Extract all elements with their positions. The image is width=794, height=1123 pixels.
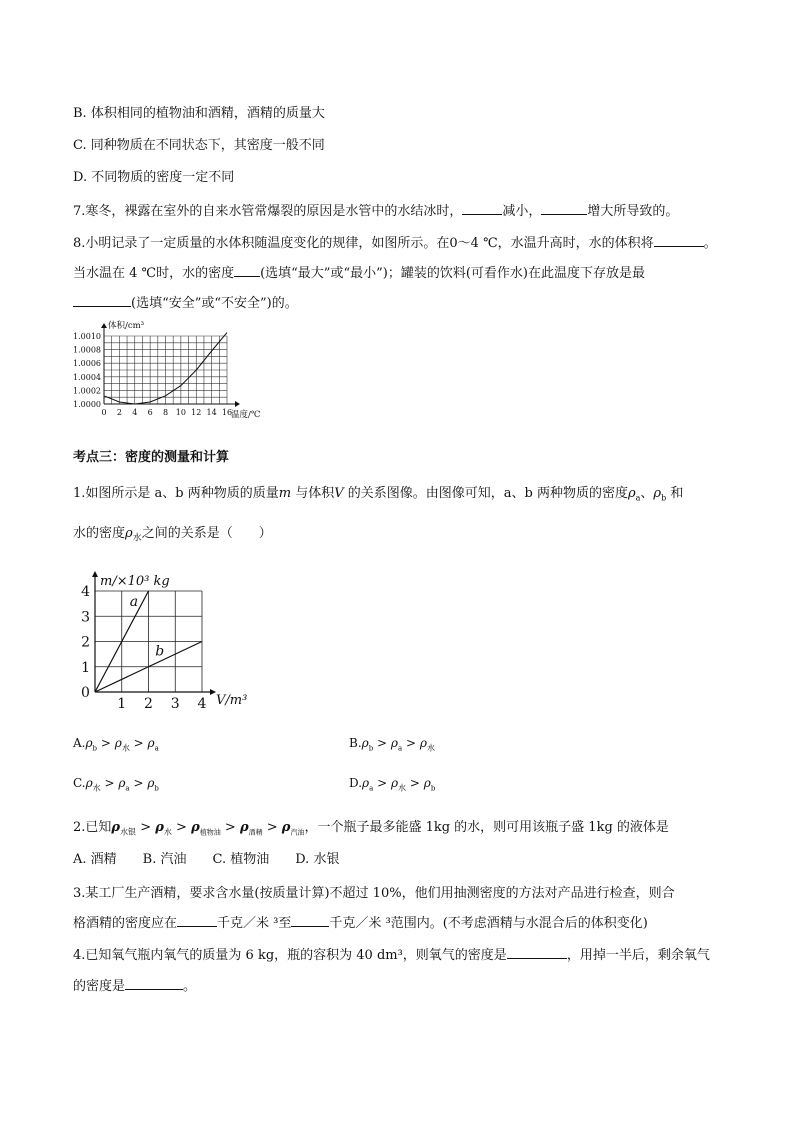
p4-blank-1[interactable] — [507, 944, 567, 959]
gt-symbol: > — [377, 736, 388, 750]
question-8-line-3 — [73, 292, 298, 314]
rho-sub-a: a — [635, 493, 641, 503]
gt-symbol: > — [176, 820, 187, 835]
gt-symbol: > — [133, 736, 144, 750]
rho-symbol: ρ — [390, 736, 398, 750]
x-tick-label: 16 — [221, 408, 233, 417]
rho-symbol: ρ — [653, 486, 662, 501]
gt-symbol: > — [133, 776, 144, 790]
q8-blank-1[interactable] — [654, 232, 704, 247]
gt-symbol: > — [266, 820, 278, 835]
y-tick-label: 1 — [81, 659, 90, 676]
rho-sub-water: 水 — [132, 533, 142, 544]
choice-a-letter: A. — [73, 736, 86, 750]
q8-text-1: 8.小明记录了一定质量的水体积随温度变化的规律，如图所示。在0～4 ℃，水温升高时，水的体积将 — [73, 236, 654, 251]
rho-symbol: ρ — [281, 820, 291, 835]
option-c-line: C. 同种物质在不同状态下，其密度一般不同 — [73, 138, 325, 153]
gt-symbol: > — [377, 776, 388, 790]
gt-symbol: > — [140, 820, 152, 835]
rho-symbol: ρ — [147, 776, 155, 790]
rho-sub-b: b — [368, 744, 374, 753]
p1-text-2: 与体积 — [291, 486, 335, 501]
problem-2-line-1 — [73, 818, 669, 843]
series-label-a: a — [129, 594, 139, 611]
y-tick-label: 1.0004 — [73, 372, 101, 382]
p4-text-2: ，用掉一半后，剩余氧气 — [566, 948, 710, 963]
x-tick-label: 10 — [175, 408, 186, 417]
x-tick-label: 8 — [162, 408, 169, 417]
section-3-heading: 考点三：密度的测量和计算 — [73, 450, 230, 465]
x-tick-label: 2 — [116, 408, 122, 417]
rho-symbol: ρ — [155, 820, 164, 835]
x-tick-label: 4 — [197, 696, 207, 712]
rho-symbol: ρ — [191, 820, 200, 835]
q7-text-1: 7.寒冬，裸露在室外的自来水管常爆裂的原因是水管中的水结冰时， — [73, 204, 463, 219]
rho-sub-b: b — [430, 784, 436, 793]
choice-c[interactable] — [73, 776, 159, 793]
x-tick-label: 2 — [144, 696, 153, 712]
rho-sub-b: b — [154, 784, 159, 793]
rho-sub-a: a — [397, 744, 403, 753]
rho-symbol: ρ — [390, 776, 399, 790]
x-tick-label: 1 — [117, 696, 127, 712]
x-tick-label: 4 — [132, 408, 138, 417]
q8-text-4: (选填“最大”或“最小”)；罐装的饮料(可看作水)在此温度下存放是最 — [260, 266, 645, 281]
rho-sub-oil: 植物油 — [199, 828, 221, 837]
p4-text-1: 4.已知氧气瓶内氧气的质量为 6 kg，瓶的容积为 40 dm³，则氧气的密度是 — [73, 948, 507, 963]
mass-volume-chart — [74, 560, 264, 715]
y-axis-arrow — [92, 571, 98, 577]
gt-symbol: > — [104, 776, 115, 790]
rho-symbol: ρ — [627, 486, 636, 501]
p3-text-3: 千克／米 ³范围内。(不考虑酒精与水混合后的体积变化) — [329, 916, 648, 931]
x-tick-label: 12 — [191, 408, 202, 417]
choice-c-letter: C. — [73, 776, 86, 790]
y-axis-label: 体积/cm³ — [108, 321, 145, 331]
rho-symbol: ρ — [111, 820, 121, 835]
y-tick-label: 1.0002 — [73, 386, 101, 396]
p2-text-1: 2.已知 — [73, 820, 112, 835]
y-tick-label: 1.0010 — [73, 332, 101, 341]
x-axis-label: V/m³ — [216, 693, 248, 708]
p1-text-3: 的关系图像。由图像可知，a、b 两种物质的密度 — [343, 486, 628, 501]
choice-a[interactable] — [73, 736, 159, 753]
option-b-line: B. 体积相同的植物油和酒精，酒精的质量大 — [73, 106, 325, 121]
p1-text-4: 、 — [640, 486, 654, 501]
x-tick-label: 14 — [206, 408, 217, 417]
rho-sub-water: 水 — [92, 783, 101, 793]
question-7 — [73, 200, 678, 222]
p1-m-symbol: m — [278, 486, 292, 501]
rho-symbol: ρ — [147, 736, 155, 750]
q7-text-2: 减小， — [502, 204, 542, 219]
choice-b-letter: B. — [349, 736, 362, 750]
y-axis-arrow — [101, 323, 107, 328]
series-label-b: b — [155, 643, 165, 660]
rho-symbol: ρ — [85, 776, 93, 790]
problem-3-line-2 — [73, 912, 648, 934]
q7-blank-2[interactable] — [541, 200, 587, 215]
y-tick-label: 3 — [81, 609, 90, 626]
problem-4-line-2 — [73, 975, 196, 997]
question-8-line-1 — [73, 232, 717, 254]
x-tick-label: 0 — [101, 408, 107, 417]
rho-sub-mercury: 水银 — [120, 827, 137, 837]
q8-text-3: 当水温在 4 ℃时，水的密度 — [73, 266, 235, 281]
gt-symbol: > — [224, 820, 236, 835]
problem-1-line-1 — [73, 484, 683, 509]
rho-sub-water: 水 — [121, 743, 130, 753]
p1-text-5: 和 — [666, 486, 684, 501]
option-d-line: D. 不同物质的密度一定不同 — [73, 170, 235, 185]
problem-1-line-2 — [73, 524, 272, 549]
rho-symbol: ρ — [114, 736, 122, 750]
gt-symbol: > — [405, 736, 417, 750]
p3-text-2: 千克／米 ³至 — [217, 916, 292, 931]
p1-text-1: 1.如图所示是 a、b 两种物质的质量 — [73, 486, 279, 501]
choice-d[interactable] — [349, 776, 435, 793]
q8-blank-3[interactable] — [73, 292, 131, 307]
q8-blank-2[interactable] — [234, 262, 260, 277]
rho-sub-a: a — [369, 784, 374, 793]
problem-3-line-1: 3.某工厂生产酒精，要求含水量(按质量计算)不超过 10%，他们用抽测密度的方法对产品进行检查，则合 — [73, 886, 675, 901]
rho-symbol: ρ — [423, 776, 431, 790]
p2-text-2: ，一个瓶子最多能盛 1kg 的水，则可用该瓶子盛 1kg 的液体是 — [304, 820, 669, 835]
rho-sub-water: 水 — [163, 827, 172, 837]
gt-symbol: > — [409, 776, 420, 790]
rho-sub-gasoline: 汽油 — [290, 828, 305, 837]
choice-b[interactable] — [349, 736, 435, 753]
y-tick-label: 2 — [81, 634, 90, 651]
x-axis-label: 温度/℃ — [231, 410, 261, 420]
rho-sub-a: a — [125, 784, 130, 793]
q7-text-3: 增大所导致的。 — [587, 204, 679, 219]
gt-symbol: > — [100, 736, 111, 750]
p1-v-symbol: V — [334, 486, 344, 501]
y-axis-label: m/×10³ kg — [100, 574, 170, 589]
rho-sub-a: a — [154, 744, 159, 753]
x-tick-label: 3 — [170, 696, 180, 712]
p3-blank-1[interactable] — [177, 912, 217, 927]
y-tick-label: 1.0008 — [73, 345, 101, 355]
q7-blank-1[interactable] — [462, 200, 502, 215]
rho-symbol: ρ — [361, 736, 369, 750]
p4-blank-2[interactable] — [125, 975, 183, 990]
origin-label: 0 — [81, 685, 90, 701]
problem-2-options: A. 酒精 B. 汽油 C. 植物油 D. 水银 — [73, 852, 340, 867]
rho-sub-b: b — [661, 493, 667, 503]
volume-temperature-chart — [66, 318, 286, 433]
rho-sub-alcohol: 酒精 — [248, 828, 263, 837]
q8-text-5: (选填“安全”或“不安全”)的。 — [131, 296, 298, 311]
rho-symbol: ρ — [125, 526, 133, 541]
choice-d-letter: D. — [349, 776, 363, 790]
p1-text-6: 水的密度 — [73, 526, 126, 541]
rho-sub-b: b — [92, 744, 98, 753]
rho-sub-water: 水 — [398, 783, 407, 793]
x-axis-arrow — [235, 401, 240, 407]
q8-text-2: 。 — [703, 236, 717, 251]
rho-symbol: ρ — [419, 736, 427, 750]
p4-text-4: 。 — [183, 979, 197, 994]
p1-text-7: 之间的关系是（ ） — [141, 526, 272, 541]
p3-blank-2[interactable] — [291, 912, 329, 927]
p4-text-3: 的密度是 — [73, 979, 126, 994]
y-tick-label: 4 — [81, 584, 90, 600]
y-tick-label: 1.0006 — [73, 359, 101, 369]
rho-sub-water: 水 — [426, 743, 435, 753]
question-8-line-2 — [73, 262, 645, 284]
rho-symbol: ρ — [85, 736, 93, 750]
rho-symbol: ρ — [239, 820, 249, 835]
x-tick-label: 6 — [147, 408, 153, 417]
p3-text-1: 格酒精的密度应在 — [73, 916, 178, 931]
y-tick-label: 1.0000 — [73, 400, 101, 409]
rho-symbol: ρ — [362, 776, 370, 790]
rho-symbol: ρ — [118, 776, 126, 790]
problem-4-line-1 — [73, 944, 710, 966]
